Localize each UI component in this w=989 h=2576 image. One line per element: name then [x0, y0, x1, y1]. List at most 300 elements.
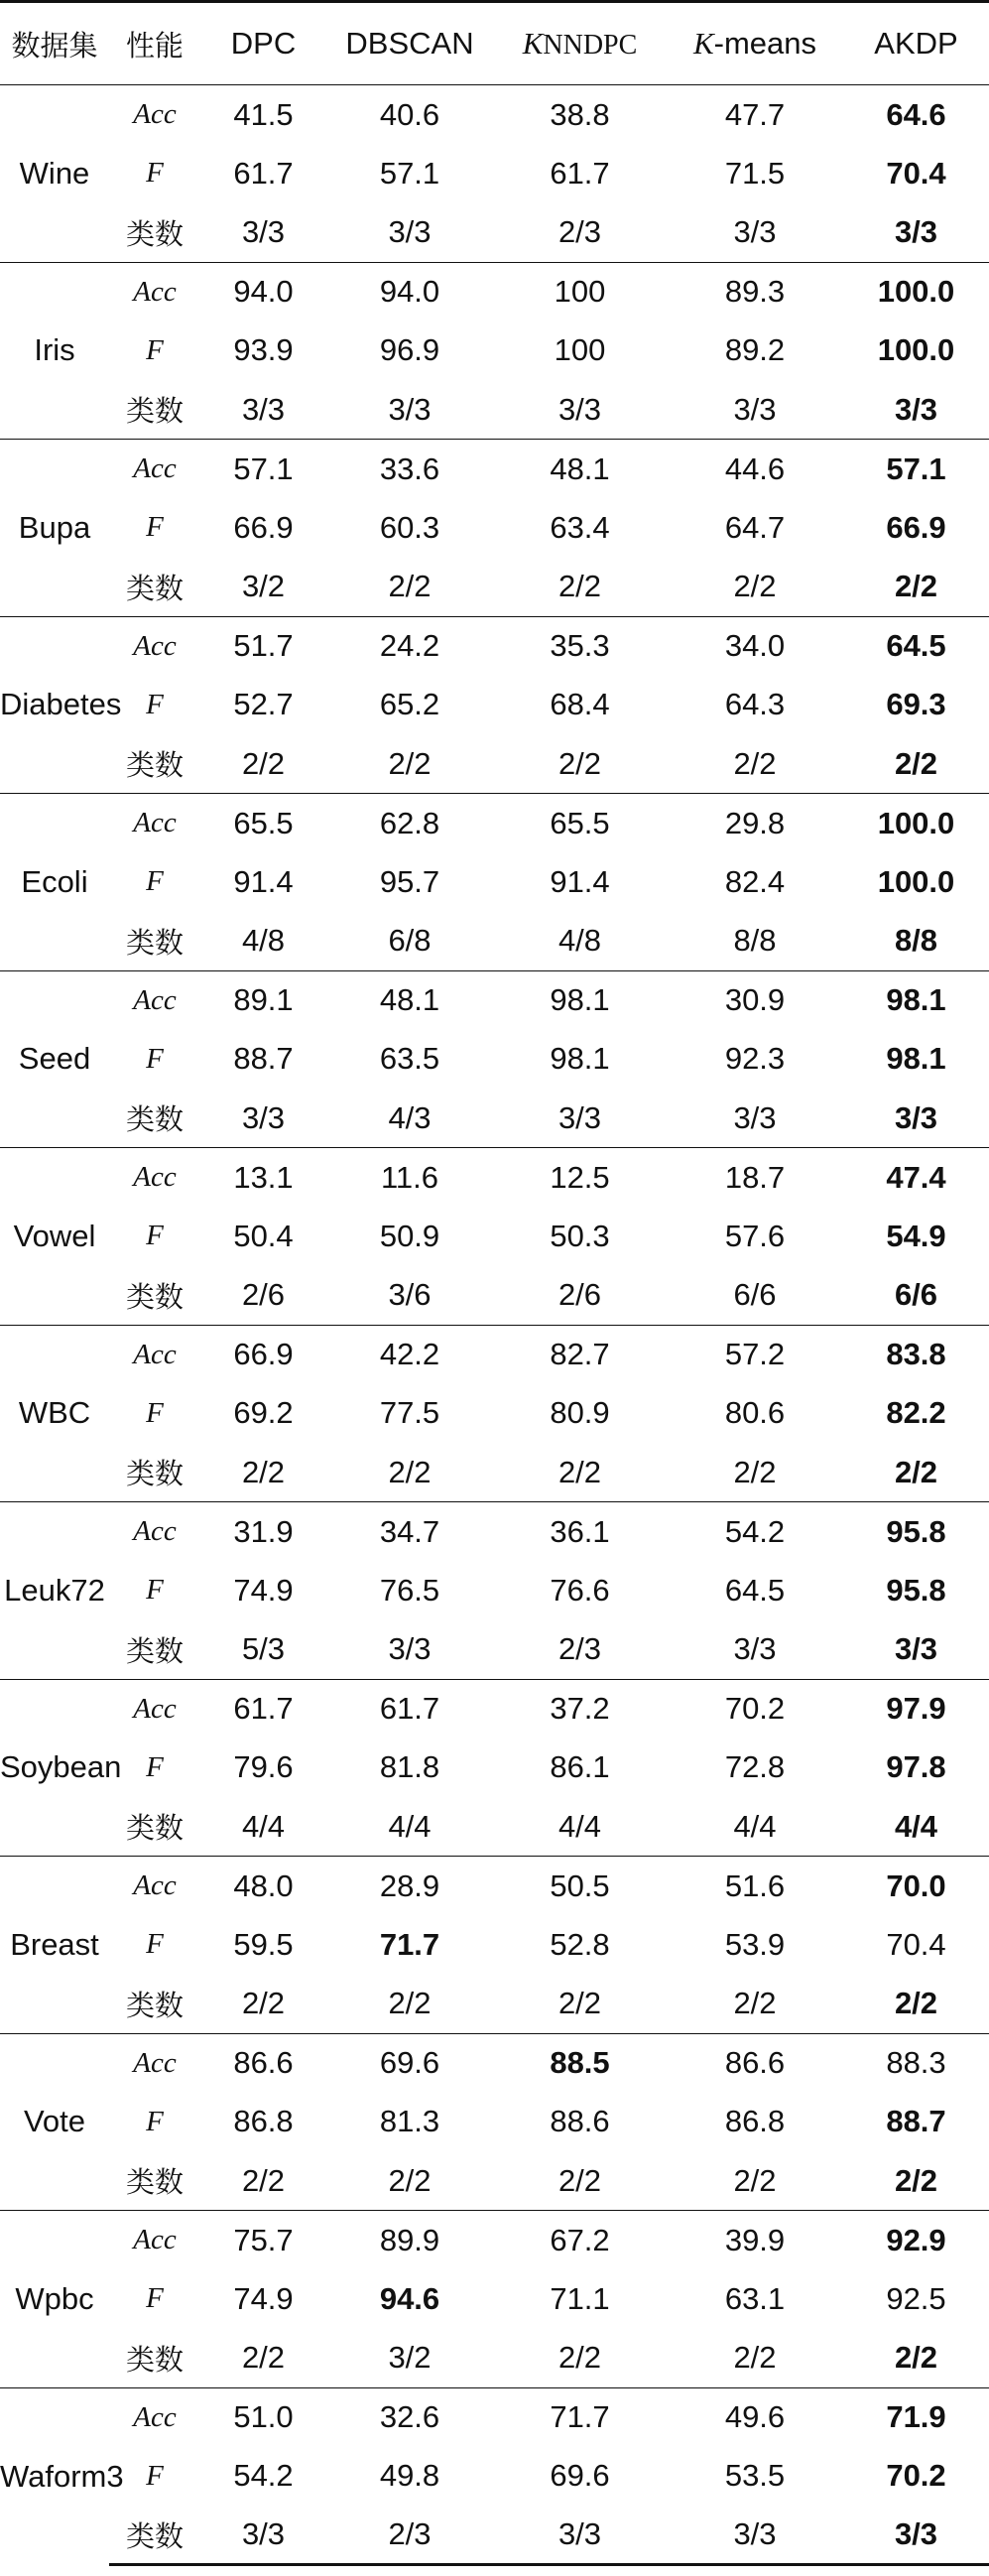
value-cell-kmeans: 53.5: [724, 2458, 786, 2494]
table-row: [0, 1857, 989, 1916]
value-cell-dbscan: 62.8: [326, 794, 493, 853]
value-cell-dbscan: 2/2: [388, 2162, 432, 2198]
value-cell-akdp: 69.3: [886, 687, 946, 722]
value-cell-akdp: 70.2: [886, 2458, 946, 2494]
value-cell-kmeans: 2/2: [733, 745, 777, 781]
table-row: [0, 2211, 989, 2270]
value-cell-kmeans: 57.2: [667, 1325, 843, 1384]
value-cell-akdp: 2/2: [894, 1454, 938, 1489]
value-cell-akdp: 95.8: [886, 1572, 946, 1608]
table-row: [0, 2387, 989, 2447]
table-header: [0, 2, 989, 85]
header-dataset: 数据集: [0, 2, 109, 85]
value-cell-akdp: 100.0: [843, 262, 989, 322]
header-knndpc: [493, 2, 667, 85]
header-kmeans-rest: -means: [713, 26, 817, 61]
value-cell-akdp: 97.8: [886, 1749, 946, 1785]
value-cell-kmeans: 6/6: [733, 1277, 777, 1312]
value-cell-kmeans: 54.2: [667, 1502, 843, 1562]
table-row: [0, 1620, 989, 1680]
table-row: [0, 2269, 989, 2329]
value-cell-kmeans: 2/2: [733, 1454, 777, 1489]
value-cell-dpc: 3/3: [200, 2506, 326, 2565]
value-cell-akdp: 100.0: [843, 794, 989, 853]
value-cell-akdp: 2/2: [894, 745, 938, 781]
value-cell-kmeans: 64.3: [724, 687, 786, 722]
value-cell-dpc: 93.9: [233, 332, 294, 368]
value-cell-dpc: 57.1: [200, 440, 326, 499]
metric-label-cell: Acc: [109, 262, 200, 322]
value-cell-dpc: 51.0: [200, 2387, 326, 2447]
value-cell-dbscan: 3/3: [388, 1631, 432, 1666]
value-cell-dpc: 54.2: [233, 2458, 294, 2494]
metric-label-cell: Acc: [109, 1502, 200, 1562]
metric-label-cell: Acc: [109, 440, 200, 499]
dataset-name-cell: Seed: [0, 970, 109, 1148]
table-row: [0, 1384, 989, 1444]
value-cell-knndpc: 69.6: [550, 2458, 610, 2494]
value-cell-knndpc: 2/6: [557, 1277, 602, 1312]
metric-label-cell: F: [146, 2282, 164, 2315]
dataset-name-cell: WBC: [0, 1325, 109, 1502]
value-cell-akdp: 70.0: [843, 1857, 989, 1916]
value-cell-akdp: 92.5: [886, 2280, 946, 2316]
table-row: [0, 734, 989, 794]
value-cell-akdp: 3/3: [894, 1631, 938, 1666]
header-kmeans: [667, 2, 843, 85]
value-cell-kmeans: 72.8: [724, 1749, 786, 1785]
value-cell-akdp: 70.4: [886, 155, 946, 191]
value-cell-dbscan: 3/3: [388, 214, 432, 249]
table-row: [0, 1797, 989, 1857]
table-row: [0, 498, 989, 558]
metric-label-cell: 类数: [109, 2506, 200, 2565]
value-cell-knndpc: 2/2: [557, 1986, 602, 2020]
metric-label-cell: F: [146, 1396, 164, 1429]
value-cell-dbscan: 40.6: [326, 85, 493, 145]
table-row: [0, 1148, 989, 1208]
value-cell-dpc: 3/3: [241, 391, 286, 427]
value-cell-dbscan: 94.0: [326, 262, 493, 322]
table-body: [0, 85, 989, 2565]
value-cell-kmeans: 3/3: [667, 2506, 843, 2565]
value-cell-kmeans: 82.4: [724, 863, 786, 899]
value-cell-dbscan: 95.7: [379, 863, 440, 899]
value-cell-akdp: 2/2: [894, 2340, 938, 2375]
value-cell-dbscan: 69.6: [326, 2033, 493, 2093]
value-cell-dpc: 89.1: [200, 970, 326, 1030]
value-cell-knndpc: 50.3: [550, 1218, 610, 1253]
value-cell-kmeans: 4/4: [733, 1808, 777, 1844]
table-row: [0, 1207, 989, 1266]
value-cell-dpc: 74.9: [233, 2280, 294, 2316]
value-cell-dbscan: 49.8: [379, 2458, 440, 2494]
value-cell-dbscan: 57.1: [379, 155, 440, 191]
value-cell-kmeans: 70.2: [667, 1679, 843, 1739]
value-cell-knndpc: 71.1: [550, 2280, 610, 2316]
value-cell-kmeans: 49.6: [667, 2387, 843, 2447]
value-cell-dpc: 88.7: [233, 1041, 294, 1077]
value-cell-kmeans: 89.2: [724, 332, 786, 368]
value-cell-kmeans: 29.8: [667, 794, 843, 853]
table-row: [0, 1739, 989, 1798]
metric-label-cell: 类数: [125, 1457, 184, 1490]
value-cell-akdp: 95.8: [843, 1502, 989, 1562]
header-row: [0, 2, 989, 85]
value-cell-knndpc: 76.6: [550, 1572, 610, 1608]
value-cell-knndpc: 68.4: [550, 687, 610, 722]
value-cell-kmeans: 3/3: [733, 391, 777, 427]
value-cell-dbscan: 11.6: [326, 1148, 493, 1208]
value-cell-kmeans: 64.7: [724, 509, 786, 545]
value-cell-knndpc: 36.1: [493, 1502, 667, 1562]
value-cell-dbscan: 76.5: [379, 1572, 440, 1608]
value-cell-kmeans: 47.7: [667, 85, 843, 145]
metric-label-cell: F: [146, 1042, 164, 1075]
value-cell-dpc: 2/2: [241, 1454, 286, 1489]
value-cell-kmeans: 3/3: [733, 214, 777, 249]
table-row: [0, 1561, 989, 1620]
dataset-name-cell: Breast: [0, 1857, 109, 2034]
metric-label-cell: F: [146, 157, 164, 190]
value-cell-kmeans: 34.0: [667, 616, 843, 676]
metric-label-cell: 类数: [125, 216, 184, 251]
value-cell-kmeans: 2/2: [733, 2162, 777, 2198]
metric-label-cell: F: [146, 511, 164, 544]
value-cell-knndpc: 48.1: [493, 440, 667, 499]
metric-label-cell: 类数: [125, 748, 184, 782]
dataset-name-cell: Leuk72: [0, 1502, 109, 1680]
value-cell-kmeans: 2/2: [733, 1986, 777, 2020]
table-row: [0, 1266, 989, 1326]
value-cell-knndpc: 80.9: [550, 1395, 610, 1431]
value-cell-kmeans: 57.6: [724, 1218, 786, 1253]
value-cell-knndpc: 2/3: [557, 1631, 602, 1666]
metric-label-cell: 类数: [125, 2165, 184, 2199]
metric-label-cell: Acc: [109, 970, 200, 1030]
table-row: [0, 2033, 989, 2093]
value-cell-dpc: 4/4: [241, 1808, 286, 1844]
value-cell-knndpc: 2/2: [557, 1454, 602, 1489]
value-cell-dbscan: 2/2: [388, 1454, 432, 1489]
value-cell-knndpc: 38.8: [493, 85, 667, 145]
metric-label-cell: Acc: [109, 616, 200, 676]
metric-label-cell: Acc: [109, 85, 200, 145]
value-cell-kmeans: 53.9: [724, 1926, 786, 1962]
metric-label-cell: Acc: [109, 2211, 200, 2270]
value-cell-knndpc: 2/2: [557, 2340, 602, 2375]
metric-label-cell: 类数: [125, 571, 184, 605]
metric-label-cell: Acc: [109, 1325, 200, 1384]
value-cell-akdp: 2/2: [894, 2162, 938, 2198]
metric-label-cell: 类数: [125, 1988, 184, 2022]
metric-label-cell: F: [146, 333, 164, 366]
dataset-name-cell: Wpbc: [0, 2211, 109, 2388]
value-cell-dpc: 61.7: [233, 155, 294, 191]
dataset-name-cell: Vote: [0, 2033, 109, 2211]
value-cell-knndpc: 98.1: [550, 1041, 610, 1077]
value-cell-kmeans: 8/8: [733, 923, 777, 958]
table-row: [0, 1915, 989, 1975]
value-cell-akdp: 8/8: [894, 923, 938, 958]
value-cell-knndpc: 3/3: [493, 2506, 667, 2565]
value-cell-knndpc: 98.1: [493, 970, 667, 1030]
value-cell-akdp: 3/3: [894, 214, 938, 249]
value-cell-dbscan: 32.6: [326, 2387, 493, 2447]
value-cell-dbscan: 2/2: [388, 745, 432, 781]
value-cell-dpc: 86.6: [200, 2033, 326, 2093]
value-cell-dbscan: 3/6: [388, 1277, 432, 1312]
table-row: [0, 1502, 989, 1562]
value-cell-akdp: 82.2: [886, 1395, 946, 1431]
value-cell-knndpc: 63.4: [550, 509, 610, 545]
dataset-name-cell: Wine: [0, 85, 109, 263]
value-cell-dbscan: 28.9: [326, 1857, 493, 1916]
metric-label-cell: F: [146, 688, 164, 720]
table-row: [0, 144, 989, 203]
metric-label-cell: 类数: [125, 1279, 184, 1314]
value-cell-dbscan: 50.9: [379, 1218, 440, 1253]
value-cell-dpc: 61.7: [200, 1679, 326, 1739]
header-kmeans-k: K: [692, 26, 714, 61]
metric-label-cell: F: [146, 2459, 164, 2492]
metric-label-cell: F: [146, 1574, 164, 1607]
value-cell-kmeans: 2/2: [733, 2340, 777, 2375]
value-cell-knndpc: 2/2: [557, 745, 602, 781]
value-cell-akdp: 4/4: [894, 1808, 938, 1844]
value-cell-kmeans: 44.6: [667, 440, 843, 499]
value-cell-dpc: 13.1: [200, 1148, 326, 1208]
header-dpc: DPC: [200, 2, 326, 85]
value-cell-dbscan: 3/2: [388, 2340, 432, 2375]
value-cell-dpc: 94.0: [200, 262, 326, 322]
metric-label-cell: 类数: [125, 1811, 184, 1845]
value-cell-dpc: 31.9: [200, 1502, 326, 1562]
metric-label-cell: F: [146, 865, 164, 898]
value-cell-kmeans: 92.3: [724, 1041, 786, 1077]
table-row: [0, 2447, 989, 2507]
value-cell-kmeans: 89.3: [667, 262, 843, 322]
value-cell-akdp: 3/3: [843, 2506, 989, 2565]
value-cell-akdp: 98.1: [843, 970, 989, 1030]
table-row: [0, 1030, 989, 1090]
metric-label-cell: Acc: [109, 794, 200, 853]
dataset-name-cell: Iris: [0, 262, 109, 440]
table-row: [0, 203, 989, 263]
value-cell-knndpc: 12.5: [493, 1148, 667, 1208]
value-cell-kmeans: 3/3: [733, 1099, 777, 1135]
value-cell-dpc: 79.6: [233, 1749, 294, 1785]
table-row: [0, 558, 989, 617]
value-cell-akdp: 3/3: [894, 391, 938, 427]
value-cell-dbscan: 2/3: [326, 2506, 493, 2565]
metric-label-cell: 类数: [125, 394, 184, 428]
table-row: [0, 262, 989, 322]
value-cell-kmeans: 18.7: [667, 1148, 843, 1208]
value-cell-akdp: 88.3: [843, 2033, 989, 2093]
value-cell-dpc: 2/2: [241, 1986, 286, 2020]
value-cell-knndpc: 100: [493, 262, 667, 322]
dataset-name-cell: Vowel: [0, 1148, 109, 1326]
value-cell-dpc: 2/6: [241, 1277, 286, 1312]
value-cell-dbscan: 33.6: [326, 440, 493, 499]
table-row: [0, 1443, 989, 1502]
value-cell-dbscan: 2/2: [388, 569, 432, 603]
value-cell-kmeans: 30.9: [667, 970, 843, 1030]
value-cell-knndpc: 86.1: [550, 1749, 610, 1785]
value-cell-akdp: 57.1: [843, 440, 989, 499]
value-cell-dbscan: 24.2: [326, 616, 493, 676]
value-cell-kmeans: 63.1: [724, 2280, 786, 2316]
value-cell-dbscan: 61.7: [326, 1679, 493, 1739]
value-cell-dpc: 74.9: [233, 1572, 294, 1608]
value-cell-knndpc: 91.4: [550, 863, 610, 899]
dataset-name-cell: Soybean: [0, 1679, 109, 1857]
value-cell-dbscan: 77.5: [379, 1395, 440, 1431]
value-cell-akdp: 88.7: [886, 2104, 946, 2139]
value-cell-akdp: 47.4: [843, 1148, 989, 1208]
value-cell-knndpc: 2/3: [557, 214, 602, 249]
table-row: [0, 85, 989, 145]
value-cell-akdp: 100.0: [877, 863, 955, 899]
value-cell-dbscan: 81.8: [379, 1749, 440, 1785]
value-cell-dpc: 2/2: [241, 745, 286, 781]
dataset-name-cell: Waform3: [0, 2387, 109, 2565]
value-cell-dbscan: 65.2: [379, 687, 440, 722]
value-cell-dpc: 52.7: [233, 687, 294, 722]
value-cell-dpc: 86.8: [233, 2104, 294, 2139]
metric-label-cell: F: [146, 2105, 164, 2137]
metric-label-cell: Acc: [109, 1679, 200, 1739]
value-cell-dbscan: 2/2: [388, 1986, 432, 2020]
table-row: [0, 1679, 989, 1739]
value-cell-dbscan: 96.9: [379, 332, 440, 368]
metric-label-cell: Acc: [109, 2033, 200, 2093]
value-cell-dbscan: 3/3: [388, 391, 432, 427]
dataset-name-cell: Diabetes: [0, 616, 109, 794]
value-cell-dbscan: 81.3: [379, 2104, 440, 2139]
value-cell-knndpc: 52.8: [550, 1926, 610, 1962]
value-cell-knndpc: 37.2: [493, 1679, 667, 1739]
value-cell-kmeans: 3/3: [733, 1631, 777, 1666]
table-row: [0, 852, 989, 912]
metric-label-cell: 类数: [125, 1102, 184, 1136]
value-cell-dpc: 66.9: [200, 1325, 326, 1384]
value-cell-akdp: 92.9: [843, 2211, 989, 2270]
value-cell-dpc: 48.0: [200, 1857, 326, 1916]
value-cell-knndpc: 2/2: [557, 569, 602, 603]
value-cell-knndpc: 71.7: [493, 2387, 667, 2447]
value-cell-akdp: 83.8: [843, 1325, 989, 1384]
value-cell-akdp: 71.9: [843, 2387, 989, 2447]
value-cell-akdp: 98.1: [886, 1041, 946, 1077]
table-row: [0, 2506, 989, 2565]
value-cell-akdp: 97.9: [843, 1679, 989, 1739]
metric-label-cell: 类数: [125, 2342, 184, 2377]
value-cell-dbscan: 60.3: [379, 509, 440, 545]
value-cell-akdp: 70.4: [886, 1926, 946, 1962]
value-cell-dbscan: 48.1: [326, 970, 493, 1030]
value-cell-dbscan: 42.2: [326, 1325, 493, 1384]
value-cell-akdp: 100.0: [877, 332, 955, 368]
value-cell-kmeans: 86.8: [724, 2104, 786, 2139]
value-cell-knndpc: 61.7: [550, 155, 610, 191]
header-akdp: AKDP: [843, 2, 989, 85]
value-cell-kmeans: 80.6: [724, 1395, 786, 1431]
value-cell-dpc: 3/3: [241, 214, 286, 249]
value-cell-dpc: 91.4: [233, 863, 294, 899]
table-row: [0, 440, 989, 499]
value-cell-kmeans: 71.5: [724, 155, 786, 191]
value-cell-dbscan: 6/8: [388, 923, 432, 958]
value-cell-dbscan: 4/4: [388, 1808, 432, 1844]
value-cell-akdp: 3/3: [894, 1099, 938, 1135]
table-row: [0, 1089, 989, 1148]
metric-label-cell: F: [146, 1928, 164, 1961]
value-cell-dpc: 69.2: [233, 1395, 294, 1431]
header-knndpc-k: K: [522, 26, 544, 61]
value-cell-dpc: 66.9: [233, 509, 294, 545]
value-cell-kmeans: 64.5: [724, 1572, 786, 1608]
table-row: [0, 2151, 989, 2211]
value-cell-akdp: 66.9: [886, 509, 946, 545]
value-cell-dpc: 50.4: [233, 1218, 294, 1253]
value-cell-dbscan: 89.9: [326, 2211, 493, 2270]
metric-label-cell: F: [146, 1750, 164, 1783]
table-row: [0, 1325, 989, 1384]
table-row: [0, 912, 989, 971]
value-cell-dbscan: 4/3: [388, 1099, 432, 1135]
value-cell-dbscan: 71.7: [379, 1926, 440, 1962]
value-cell-knndpc: 67.2: [493, 2211, 667, 2270]
value-cell-kmeans: 51.6: [667, 1857, 843, 1916]
metric-label-cell: 类数: [125, 925, 184, 960]
value-cell-akdp: 6/6: [894, 1277, 938, 1312]
value-cell-knndpc: 4/8: [557, 923, 602, 958]
value-cell-dpc: 75.7: [200, 2211, 326, 2270]
table-row: [0, 970, 989, 1030]
metric-label-cell: F: [146, 1220, 164, 1252]
metric-label-cell: 类数: [125, 1633, 184, 1668]
value-cell-dpc: 2/2: [241, 2162, 286, 2198]
dataset-name-cell: Ecoli: [0, 794, 109, 971]
table-row: [0, 616, 989, 676]
value-cell-knndpc: 3/3: [557, 391, 602, 427]
value-cell-dpc: 3/2: [241, 569, 286, 603]
value-cell-knndpc: 100: [554, 332, 606, 368]
header-metric: 性能: [109, 2, 200, 85]
value-cell-dpc: 2/2: [241, 2340, 286, 2375]
metric-label-cell: Acc: [109, 2387, 200, 2447]
value-cell-knndpc: 2/2: [557, 2162, 602, 2198]
value-cell-dbscan: 34.7: [326, 1502, 493, 1562]
value-cell-knndpc: 4/4: [557, 1808, 602, 1844]
value-cell-dpc: 51.7: [200, 616, 326, 676]
value-cell-knndpc: 88.5: [493, 2033, 667, 2093]
value-cell-dpc: 59.5: [233, 1926, 294, 1962]
table-row: [0, 676, 989, 735]
value-cell-dbscan: 94.6: [379, 2280, 440, 2316]
metric-label-cell: Acc: [109, 1148, 200, 1208]
value-cell-dbscan: 63.5: [379, 1041, 440, 1077]
value-cell-akdp: 54.9: [886, 1218, 946, 1253]
metric-label-cell: Acc: [109, 1857, 200, 1916]
value-cell-knndpc: 50.5: [493, 1857, 667, 1916]
value-cell-knndpc: 3/3: [557, 1099, 602, 1135]
value-cell-akdp: 2/2: [894, 1986, 938, 2020]
value-cell-kmeans: 86.6: [667, 2033, 843, 2093]
table-row: [0, 380, 989, 440]
